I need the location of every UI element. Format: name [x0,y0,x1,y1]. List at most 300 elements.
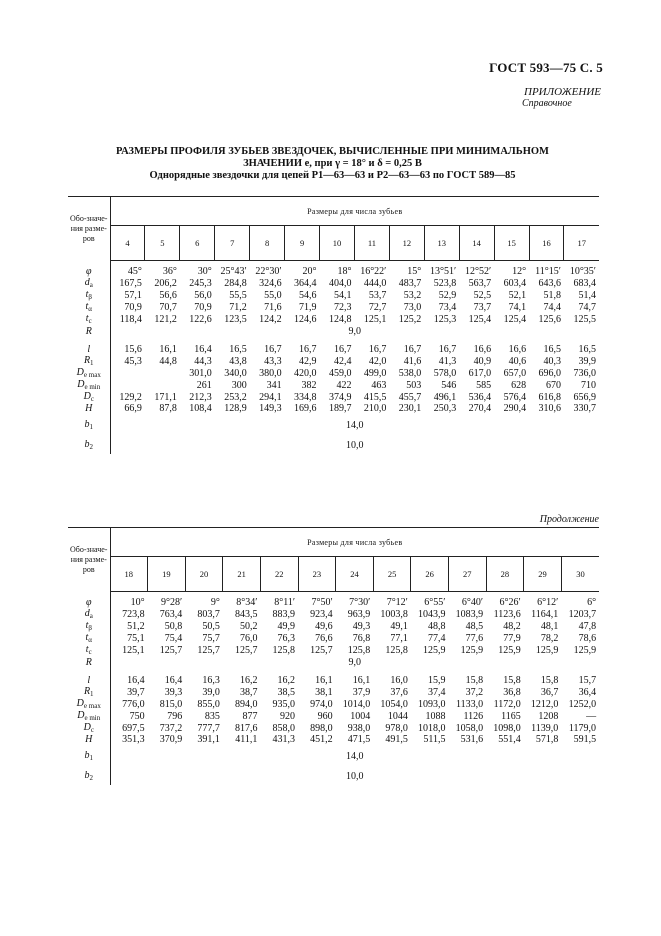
table-row [68,355,599,367]
table-cell: 835 [204,710,220,722]
table-cell: 16,5 [578,344,596,355]
table-cell: 124,2 [259,313,282,325]
table-cell: 38,5 [277,686,296,698]
table-cell: 22°30′ [255,266,282,277]
teeth-count-header: 4 [110,226,145,261]
teeth-count-header: 30 [561,557,599,592]
row-symbol [68,391,110,403]
table-cell: 330,7 [573,403,596,414]
table-cell: 124,8 [328,313,352,325]
table-cell: 1093,0 [417,698,446,710]
table-cell: 36,4 [578,686,597,698]
table-cell: 169,6 [294,403,317,414]
symbol-subscript: e min [84,383,101,391]
table-cell: 55,5 [229,289,247,301]
symbol-text: t [85,289,89,300]
merged-value-cell: 10,0 [346,771,364,782]
merged-value-cell: 14,0 [346,751,364,762]
table-cell: 129,2 [119,391,142,403]
table-cell: 374,9 [328,391,352,403]
teeth-count-header: 21 [223,557,261,592]
table-row [68,313,599,325]
table-cell: 628 [511,379,527,391]
table-row [68,632,599,644]
table-cell: 16,7 [368,344,387,355]
teeth-count-header: 22 [260,557,298,592]
table-cell: — [586,710,597,722]
table-cell: 15,8 [540,675,559,686]
table-cell: 55,0 [264,289,282,301]
teeth-count-header: 25 [373,557,411,592]
row-symbol [68,597,110,608]
teeth-count-header: 5 [145,226,180,261]
table-row [68,403,599,414]
table-cell: 16°22′ [360,266,387,277]
symbol-subscript: β [88,293,92,301]
table-cell: 294,1 [259,391,282,403]
table-cell: 391,1 [197,734,220,745]
row-symbol [68,313,110,325]
teeth-count-header: 28 [486,557,524,592]
symbol-subscript: c [90,726,94,734]
table-cell: 20° [302,266,317,277]
table-cell: 16,7 [438,344,457,355]
row-symbol [68,620,110,632]
column-header-designation: Обо-значе-ния разме-ров [68,197,110,261]
table-cell: 301,0 [189,367,212,379]
table-cell: 125,3 [433,313,457,325]
table-cell: 125,1 [363,313,387,325]
table-cell: 121,2 [154,313,177,325]
table-cell: 16,7 [299,344,317,355]
table-cell: 531,6 [460,734,484,745]
teeth-count-header: 20 [185,557,223,592]
table-cell: 13°51′ [430,266,457,277]
table-cell: 974,0 [310,698,333,710]
table-cell: 16,7 [264,344,282,355]
table-cell: 43,8 [229,355,247,367]
table-cell: 15,7 [578,675,597,686]
symbol-subscript: β [88,624,92,632]
symbol-subscript: e max [83,702,101,710]
table-cell: 125,8 [347,644,371,656]
merged-value-cell: 9,0 [348,326,361,337]
table-cell: 125,7 [197,644,220,656]
symbol-text: d [84,277,90,288]
table-cell: 10° [130,597,145,608]
row-symbol [68,686,110,698]
row-symbol [68,710,110,722]
symbol-text: D [83,722,91,733]
table-cell: 1123,6 [493,608,521,620]
table-cell: 37,4 [427,686,446,698]
table-cell: 76,8 [352,632,371,644]
table-cell: 128,9 [224,403,247,414]
table-cell: 49,6 [315,620,333,632]
table-cell: 41,3 [438,355,457,367]
table-cell: 118,4 [119,313,142,325]
table-cell: 877 [242,710,258,722]
table-row-merged [68,745,599,765]
table-cell: 963,9 [347,608,371,620]
table-cell: 42,9 [299,355,317,367]
symbol-subscript: e max [83,371,101,379]
title-line-1: РАЗМЕРЫ ПРОФИЛЯ ЗУБЬЕВ ЗВЕЗДОЧЕК, ВЫЧИСЛЕННЫЕ ПРИ МИНИМАЛЬНОМ [116,146,549,157]
table-cell: 1004 [350,710,371,722]
table-cell: 40,9 [473,355,492,367]
table-cell: 124,6 [294,313,317,325]
table-cell: 656,9 [573,391,596,403]
table-row [68,266,599,277]
table-cell: 1208 [538,710,559,722]
table-cell: 48,8 [427,620,446,632]
table-cell: 212,3 [189,391,212,403]
teeth-count-header: 7 [215,226,250,261]
table-cell: 815,0 [159,698,183,710]
table-cell: 16,1 [315,675,333,686]
teeth-count-header: 27 [448,557,486,592]
table-cell: 723,8 [122,608,145,620]
table-cell: 42,4 [333,355,352,367]
table-cell: 415,5 [363,391,387,403]
table-cell: 77,1 [390,632,408,644]
table-cell: 125,9 [573,644,597,656]
table-cell: 351,3 [122,734,145,745]
table-cell: 404,0 [328,277,352,289]
teeth-count-header: 13 [424,226,459,261]
teeth-count-header: 26 [411,557,449,592]
table-cell: 10°35′ [569,266,596,277]
table-cell [145,379,180,391]
row-symbol [68,414,110,434]
table-cell: 230,1 [398,403,422,414]
table-cell: 37,6 [390,686,408,698]
table-cell: 52,9 [438,289,457,301]
table-cell: 37,9 [352,686,371,698]
table-cell: 496,1 [433,391,457,403]
table-cell: 1003,8 [380,608,408,620]
table-cell: 54,1 [333,289,352,301]
table-cell: 125,7 [234,644,258,656]
table-cell: 51,2 [127,620,145,632]
teeth-count-header: 14 [459,226,494,261]
table-cell: 75,4 [164,632,183,644]
symbol-subscript: 2 [89,443,93,451]
table-cell: 16,3 [202,675,220,686]
table-row [68,301,599,313]
table-cell: 16,6 [508,344,527,355]
table-cell: 11°15′ [535,266,561,277]
table-cell: 16,2 [277,675,296,686]
symbol-text: D [77,379,85,390]
table-cell: 76,0 [239,632,258,644]
table-cell: 16,0 [390,675,408,686]
table-cell: 73,7 [473,301,492,313]
table-cell: 1172,0 [493,698,521,710]
table-cell: 364,4 [294,277,317,289]
title-line-3: Однорядные звездочки для цепей Р1—63—63 и Р2—63—63 по ГОСТ 589—85 [149,170,516,181]
table-cell: 463 [371,379,387,391]
table-cell: 36,8 [503,686,521,698]
table-cell: 125,9 [422,644,446,656]
table-cell: 1058,0 [455,722,484,734]
symbol-text: b [84,770,90,781]
symbol-text: H [85,734,93,745]
teeth-count-header: 23 [298,557,336,592]
teeth-count-header: 19 [148,557,186,592]
table-cell: 253,2 [224,391,247,403]
table-cell: 8°11′ [274,597,296,608]
table-cell: 74,1 [508,301,527,313]
row-symbol [68,734,110,745]
table-cell: 1018,0 [417,722,446,734]
table-cell: 15,9 [427,675,446,686]
teeth-count-header: 9 [285,226,320,261]
symbol-text: d [84,608,90,619]
symbol-subscript: 1 [90,690,94,698]
symbol-text: D [83,391,91,402]
table-cell: 125,9 [535,644,559,656]
table-cell: 122,6 [189,313,212,325]
table-cell: 696,0 [538,367,561,379]
table-cell: 451,2 [310,734,333,745]
table-cell: 75,7 [202,632,220,644]
table-cell: 50,2 [239,620,258,632]
row-symbol [68,656,110,670]
table-row [68,710,599,722]
table-cell: 77,4 [427,632,446,644]
table-cell: 39,9 [578,355,596,367]
table-cell: 523,8 [433,277,457,289]
table-cell: 6° [587,597,597,608]
table-row [68,289,599,301]
symbol-text: R [85,657,92,668]
table-cell: 16,1 [159,344,177,355]
table-cell: 49,3 [352,620,371,632]
symbol-subscript: e min [84,714,101,722]
table-cell: 52,1 [508,289,527,301]
table-cell: 42,0 [368,355,387,367]
symbol-text: D [77,710,85,721]
table-cell: 576,4 [503,391,527,403]
table-cell: 536,4 [468,391,492,403]
table-cell: 71,2 [229,301,247,313]
teeth-count-header: 29 [524,557,562,592]
table-cell: 1126 [463,710,484,722]
table-cell: 25°43′ [220,266,247,277]
table-cell: 50,5 [202,620,220,632]
symbol-subscript: 1 [90,359,94,367]
table-cell: 16,5 [543,344,561,355]
table-cell: 71,9 [299,301,317,313]
appendix-label: ПРИЛОЖЕНИЕ [524,86,601,98]
table-cell: 459,0 [328,367,352,379]
row-symbol [68,367,110,379]
row-symbol [68,675,110,686]
table-cell: 763,4 [159,608,183,620]
table-cell: 36,7 [540,686,559,698]
table-cell: 16,2 [239,675,258,686]
teeth-count-header: 17 [564,226,599,261]
table-cell: 1203,7 [568,608,597,620]
table-cell: 125,4 [503,313,527,325]
table-cell: 87,8 [159,403,177,414]
symbol-text: b [84,439,90,450]
table-cell: 883,9 [272,608,296,620]
table-cell: 591,5 [573,734,597,745]
table-cell: 270,4 [468,403,492,414]
table-row [68,597,599,608]
teeth-count-header: 12 [389,226,424,261]
table-row [68,644,599,656]
title-line-2: ЗНАЧЕНИИ e, при γ = 18° и δ = 0,25 B [243,158,422,169]
symbol-subscript: α [88,636,92,644]
table-cell: 50,8 [164,620,183,632]
table-cell: 16,4 [194,344,212,355]
table-cell: 843,5 [234,608,258,620]
table-cell: 37,2 [465,686,484,698]
table-cell: 38,1 [315,686,333,698]
table-cell: 1054,0 [380,698,408,710]
table-cell: 855,0 [197,698,220,710]
table-cell: 70,9 [124,301,142,313]
table-cell: 777,7 [197,722,220,734]
table-cell: 74,4 [543,301,561,313]
table-cell: 49,9 [277,620,296,632]
symbol-text: t [85,632,89,643]
table-cell: 52,5 [473,289,492,301]
table-cell: 1098,0 [493,722,521,734]
table-cell: 511,5 [423,734,446,745]
teeth-count-header: 24 [336,557,374,592]
row-symbol [68,379,110,391]
column-group-header: Размеры для числа зубьев [110,197,599,226]
table-cell: 750 [129,710,145,722]
table-cell: 40,6 [508,355,527,367]
table-cell: 455,7 [398,391,422,403]
table-cell: 960 [317,710,333,722]
row-symbol [68,355,110,367]
symbol-text: t [85,301,89,312]
table-cell: 16,7 [403,344,422,355]
dimensions-table-1 [68,196,599,454]
table-cell: 978,0 [385,722,408,734]
row-symbol [68,722,110,734]
table-cell: 422 [336,379,352,391]
table-cell: 39,3 [164,686,183,698]
table-cell: 77,6 [465,632,484,644]
table-cell: 657,0 [503,367,527,379]
table-cell: 6°40′ [461,597,484,608]
table-cell: 44,8 [159,355,177,367]
table-cell: 72,3 [333,301,352,313]
table-cell: 70,7 [159,301,177,313]
table-cell: 15,8 [465,675,484,686]
table-cell: 16,6 [473,344,492,355]
table-cell: 538,0 [398,367,422,379]
table-cell: 1083,9 [455,608,484,620]
table-cell: 48,1 [540,620,559,632]
teeth-count-header: 16 [529,226,564,261]
table-cell: 39,7 [127,686,145,698]
table-cell: 736,0 [573,367,596,379]
table-cell: 125,4 [468,313,492,325]
table-cell: 380,0 [259,367,282,379]
table-row [68,367,599,379]
symbol-text: l [87,344,91,355]
column-group-header: Размеры для числа зубьев [110,528,599,557]
table-cell: 503 [406,379,422,391]
table-cell: 16,5 [229,344,247,355]
symbol-text: t [85,313,89,324]
row-symbol [68,403,110,414]
table-cell: 57,1 [124,289,142,301]
table-cell: 420,0 [294,367,317,379]
table-row [68,698,599,710]
table-cell: 16,7 [333,344,352,355]
symbol-text: D [76,367,84,378]
table-cell: 125,7 [310,644,333,656]
table-cell: 51,4 [578,289,596,301]
table-cell: 56,6 [159,289,177,301]
table-cell: 45,3 [124,355,142,367]
table-cell: 284,8 [224,277,247,289]
table-cell: 78,2 [540,632,559,644]
table-cell: 796 [167,710,183,722]
table-cell: 546 [441,379,457,391]
table-cell: 49,1 [390,620,408,632]
table-cell: 8°34′ [236,597,258,608]
table-cell: 471,5 [347,734,371,745]
table-cell: 210,0 [363,403,387,414]
symbol-subscript: 1 [89,423,93,431]
row-symbol [68,745,110,765]
table-cell: 340,0 [224,367,247,379]
table-cell: 1043,9 [417,608,446,620]
table-cell: 858,0 [272,722,296,734]
table-cell: 444,0 [363,277,387,289]
symbol-text: φ [85,266,92,277]
table-cell: 125,1 [122,644,145,656]
merged-value-cell: 9,0 [348,657,362,668]
table-row [68,344,599,355]
table-cell: 670 [545,379,561,391]
table-cell: 39,0 [202,686,220,698]
table-row [68,686,599,698]
table-cell: 51,8 [543,289,561,301]
symbol-subscript: c [90,395,94,403]
table-row-merged [68,414,599,434]
table-cell: 1088 [425,710,446,722]
table-cell: 1044 [387,710,408,722]
table-cell: 125,6 [538,313,561,325]
row-symbol [68,608,110,620]
symbol-subscript: 2 [89,774,93,782]
teeth-count-header: 10 [320,226,355,261]
table-row [68,734,599,745]
table-cell: 167,5 [119,277,142,289]
table-cell: 73,0 [403,301,422,313]
table-row [68,620,599,632]
document-reference: ГОСТ 593—75 С. 5 [489,60,603,75]
table-cell: 70,9 [194,301,212,313]
table-cell: 53,7 [368,289,387,301]
table-row-merged [68,765,599,785]
table-cell: 382 [301,379,317,391]
row-symbol [68,301,110,313]
table-cell: 125,9 [460,644,484,656]
table-row [68,277,599,289]
